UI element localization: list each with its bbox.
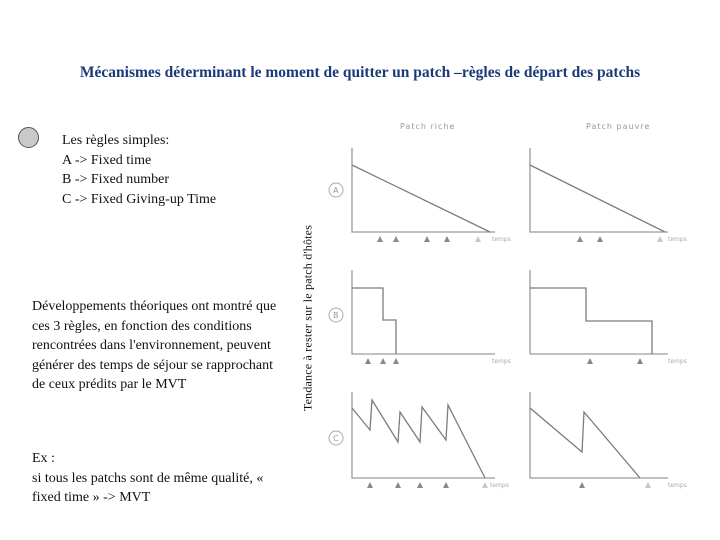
page-title: Mécanismes déterminant le moment de quitter un patch –règles de départ des patchs	[79, 64, 641, 81]
rule-c: C -> Fixed Giving-up Time	[62, 191, 217, 207]
svg-text:temps: temps	[668, 482, 687, 489]
svg-text:A: A	[333, 186, 339, 195]
col-header-rich: Patch riche	[400, 122, 456, 131]
example-block	[32, 449, 277, 508]
rules-heading: Les règles simples:	[62, 133, 170, 148]
panel-label-b	[329, 308, 343, 322]
svg-text:temps: temps	[492, 358, 511, 365]
theory-paragraph: Développements théoriques ont montré que ces 3 règles, en fonction des conditions rencontrées dans l'environnement, peuvent générer des temps de séjour se rapprochant de ceux prédits par le MVT	[32, 299, 277, 392]
svg-text:temps: temps	[668, 358, 687, 365]
panel-label-a	[329, 183, 343, 197]
example-label: Ex :	[32, 451, 55, 466]
panel-c-rich	[352, 392, 509, 489]
svg-text:temps: temps	[668, 236, 687, 243]
rules-list	[62, 131, 216, 209]
col-header-poor: Patch pauvre	[586, 122, 651, 131]
panel-b-poor	[530, 270, 687, 365]
panel-a-poor	[530, 148, 687, 243]
panel-b-rich	[352, 270, 511, 365]
figure-y-label: Tendance à rester sur le patch d'hôtes	[300, 224, 315, 412]
bullet-circle	[18, 127, 39, 148]
rule-a: A -> Fixed time	[62, 152, 152, 168]
panel-c-poor	[530, 392, 687, 489]
rules-figure	[320, 110, 700, 495]
svg-text:B: B	[333, 311, 339, 320]
svg-text:temps: temps	[492, 236, 511, 243]
svg-text:C: C	[333, 434, 339, 443]
example-text: si tous les patchs sont de même qualité, « fixed time » -> MVT	[32, 470, 264, 505]
panel-a-rich	[352, 148, 511, 243]
rule-b: B -> Fixed number	[62, 172, 170, 187]
panel-label-c	[329, 431, 343, 445]
svg-text:temps: temps	[490, 482, 509, 489]
